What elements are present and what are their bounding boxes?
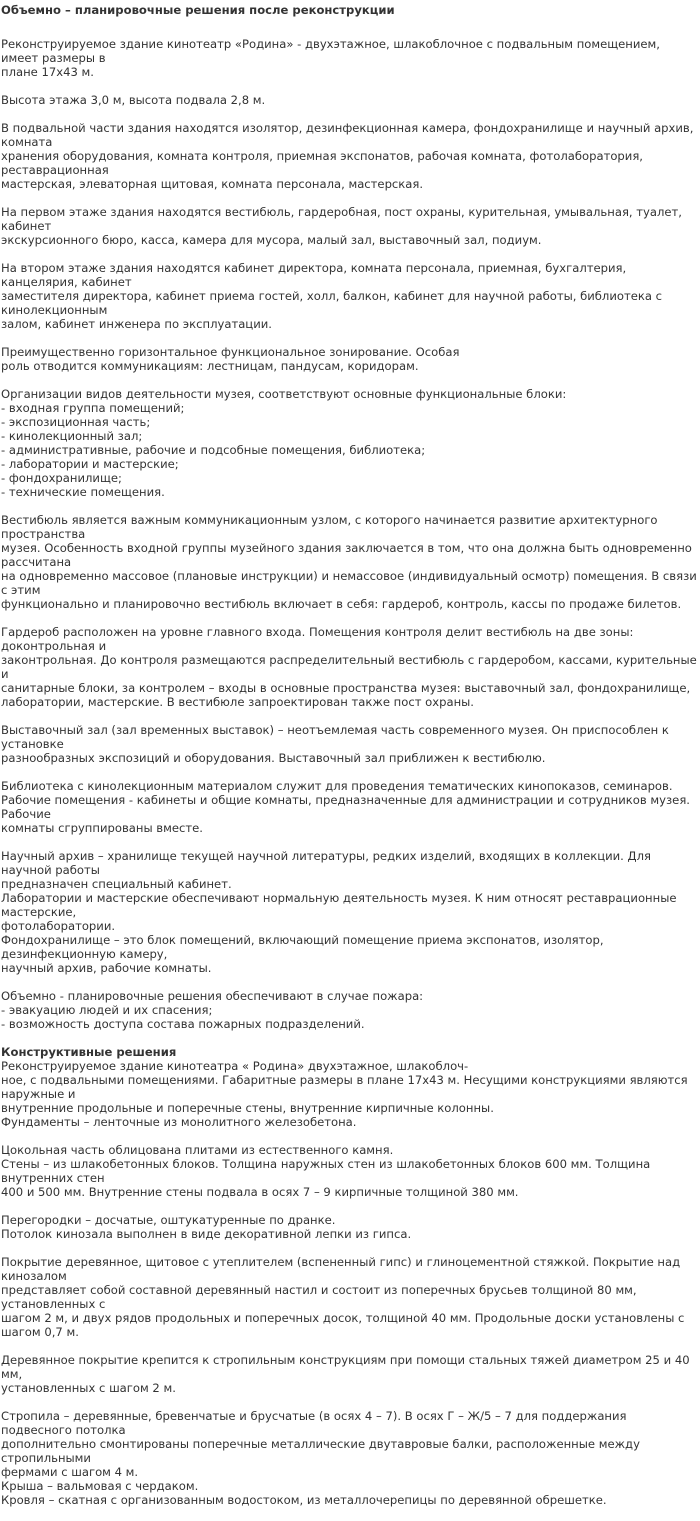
text-line: Научный архив – хранилище текущей научной литературы, редких изделий, входящих в коллекции. Для научной работы	[1, 849, 651, 877]
text-line: фермами с шагом 4 м.	[1, 1465, 139, 1479]
text-line: Кровля – скатная с организованным водостоком, из металлочерепицы по деревянной обрешетке.	[1, 1493, 607, 1507]
text-line: хранения оборудования, комната контроля, приемная экспонатов, рабочая комната, фотолаборатория, реставрационная	[1, 149, 643, 177]
paragraph	[1, 345, 698, 373]
paragraph	[1, 1143, 698, 1199]
paragraph	[1, 1353, 698, 1395]
text-line: Потолок кинозала выполнен в виде декоративной лепки из гипса.	[1, 1227, 412, 1241]
text-line: Гардероб расположен на уровне главного входа. Помещения контроля делит вестибюль на две зоны: доконтрольная и	[1, 625, 634, 653]
text-line: законтрольная. До контроля размещаются распределительный вестибюль с гардеробом, кассами, курительные и	[1, 653, 697, 681]
text-line: Высота этажа 3,0 м, высота подвала 2,8 м.	[1, 93, 266, 107]
text-line: залом, кабинет инженера по эксплуатации.	[1, 317, 272, 331]
section-heading-construction: Конструктивные решения	[1, 1045, 177, 1059]
text-line: дополнительно смонтированы поперечные металлические двутавровые балки, расположенные между стропильными	[1, 1437, 640, 1465]
text-line: - лаборатории и мастерские;	[1, 457, 179, 471]
text-line: Цокольная часть облицована плитами из естественного камня.	[1, 1143, 394, 1157]
paragraph	[1, 387, 698, 499]
text-line: представляет собой составной деревянный настил и состоит из поперечных брусьев толщиной 80 мм, установленных с	[1, 1283, 637, 1311]
paragraph	[1, 1213, 698, 1241]
text-line: предназначен специальный кабинет.	[1, 877, 232, 891]
text-line: внутренние продольные и поперечные стены, внутренние кирпичные колонны.	[1, 1101, 494, 1115]
text-line: мастерская, элеваторная щитовая, комната персонала, мастерская.	[1, 177, 424, 191]
section-construction	[1, 1059, 698, 1507]
text-line: Крыша – вальмовая с чердаком.	[1, 1479, 199, 1493]
text-line: - входная группа помещений;	[1, 401, 185, 415]
text-line: установленных с шагом 2 м.	[1, 1381, 176, 1395]
paragraph	[1, 625, 698, 709]
text-line: - экспозиционная часть;	[1, 415, 151, 429]
text-line: На втором этаже здания находятся кабинет директора, комната персонала, приемная, бухгалтерия, канцелярия, кабинет	[1, 261, 627, 289]
text-line: лаборатории, мастерские. В вестибюле запроектирован также пост охраны.	[1, 695, 474, 709]
text-line: фотолаборатории.	[1, 919, 116, 933]
text-line: Фундаменты – ленточные из монолитного железобетона.	[1, 1115, 357, 1129]
text-line: Перегородки – досчатые, оштукатуренные по дранке.	[1, 1213, 336, 1227]
document-body	[1, 3, 698, 1521]
text-line: Преимущественно горизонтальное функциональное зонирование. Особая	[1, 345, 460, 359]
paragraph	[1, 779, 698, 835]
text-line: на одновременно массовое (плановые инструкции) и немассовое (индивидуальный осмотр) помещения. В связи с этим	[1, 569, 697, 597]
text-line: - эвакуацию людей и их спасения;	[1, 1003, 213, 1017]
section-planning	[1, 37, 698, 1031]
text-line: Реконструируемое здание кинотеатр «Родина» - двухэтажное, шлакоблочное с подвальным помещением, имеет размеры в	[1, 37, 660, 65]
text-line: Выставочный зал (зал временных выставок) – неотъемлемая часть современного музея. Он приспособлен к установке	[1, 723, 669, 751]
paragraph	[1, 1059, 698, 1129]
text-line: Рабочие помещения - кабинеты и общие комнаты, предназначенные для администрации и сотрудников музея. Рабочие	[1, 793, 690, 821]
text-line: санитарные блоки, за контролем – входы в основные пространства музея: выставочный зал, фондохранилище,	[1, 681, 691, 695]
text-line: - возможность доступа состава пожарных подразделений.	[1, 1017, 365, 1031]
text-line: Фондохранилище – это блок помещений, включающий помещение приема экспонатов, изолятор, дезинфекционную камеру,	[1, 933, 604, 961]
text-line: разнообразных экспозиций и оборудования. Выставочный зал приближен к вестибюлю.	[1, 751, 546, 765]
text-line: экскурсионного бюро, касса, камера для мусора, малый зал, выставочный зал, подиум.	[1, 233, 542, 247]
paragraph	[1, 261, 698, 331]
text-line: Лаборатории и мастерские обеспечивают нормальную деятельность музея. К ним относят реставрационные мастерские,	[1, 891, 677, 919]
text-line: комнаты сгруппированы вместе.	[1, 821, 203, 835]
paragraph	[1, 849, 698, 975]
document-title: Объемно – планировочные решения после реконструкции	[1, 3, 395, 17]
paragraph	[1, 723, 698, 765]
text-line: заместителя директора, кабинет приема гостей, холл, балкон, кабинет для научной работы, библиотека с кинолекционным	[1, 289, 663, 317]
text-line: Организации видов деятельности музея, соответствуют основные функциональные блоки:	[1, 387, 567, 401]
paragraph	[1, 513, 698, 611]
paragraph	[1, 121, 698, 191]
text-line: Стены – из шлакобетонных блоков. Толщина наружных стен из шлакобетонных блоков 600 мм. Толщина внутренних стен	[1, 1157, 651, 1185]
text-line: научный архив, рабочие комнаты.	[1, 961, 212, 975]
text-line: - административные, рабочие и подсобные помещения, библиотека;	[1, 443, 426, 457]
text-line: Стропила – деревянные, бревенчатые и брусчатые (в осях 4 – 7). В осях Г – Ж/5 – 7 для поддержания подвесного потолка	[1, 1409, 627, 1437]
paragraph	[1, 93, 698, 107]
text-line: ное, с подвальными помещениями. Габаритные размеры в плане 17х43 м. Несущими конструкциями являются наружные и	[1, 1073, 688, 1101]
text-line: Библиотека с кинолекционным материалом служит для проведения тематических кинопоказов, семинаров.	[1, 779, 673, 793]
text-line: Объемно - планировочные решения обеспечивают в случае пожара:	[1, 989, 424, 1003]
paragraph	[1, 1255, 698, 1339]
text-line: функционально и планировочно вестибюль включает в себя: гардероб, контроль, кассы по продаже билетов.	[1, 597, 682, 611]
text-line: роль отводится коммуникациям: лестницам, пандусам, коридорам.	[1, 359, 419, 373]
paragraph	[1, 989, 698, 1031]
text-line: Покрытие деревянное, щитовое с утеплителем (вспененный гипс) и глиноцементной стяжкой. Покрытие над кинозалом	[1, 1255, 681, 1283]
text-line: Вестибюль является важным коммуникационным узлом, с которого начинается развитие архитектурного пространства	[1, 513, 658, 541]
text-line: - кинолекционный зал;	[1, 429, 143, 443]
text-line: 400 и 500 мм. Внутренние стены подвала в осях 7 – 9 кирпичные толщиной 380 мм.	[1, 1185, 519, 1199]
text-line: На первом этаже здания находятся вестибюль, гардеробная, пост охраны, курительная, умывальная, туалет, кабинет	[1, 205, 682, 233]
text-line: Реконструируемое здание кинотеатра « Родина» двухэтажное, шлакоблоч-	[1, 1059, 469, 1073]
text-line: - фондохранилище;	[1, 471, 122, 485]
text-line: В подвальной части здания находятся изолятор, дезинфекционная камера, фондохранилище и научный архив, комната	[1, 121, 694, 149]
text-line: плане 17х43 м.	[1, 65, 94, 79]
paragraph	[1, 205, 698, 247]
text-line: - технические помещения.	[1, 485, 165, 499]
paragraph	[1, 1409, 698, 1507]
text-line: Деревянное покрытие крепится к стропильным конструкциям при помощи стальных тяжей диаметром 25 и 40 мм,	[1, 1353, 690, 1381]
text-line: шагом 2 м, и двух рядов продольных и поперечных досок, толщиной 40 мм. Продольные доски установлены с шагом 0,7 м.	[1, 1311, 685, 1339]
paragraph	[1, 37, 698, 79]
text-line: музея. Особенность входной группы музейного здания заключается в том, что она должна быть одновременно рассчитана	[1, 541, 692, 569]
